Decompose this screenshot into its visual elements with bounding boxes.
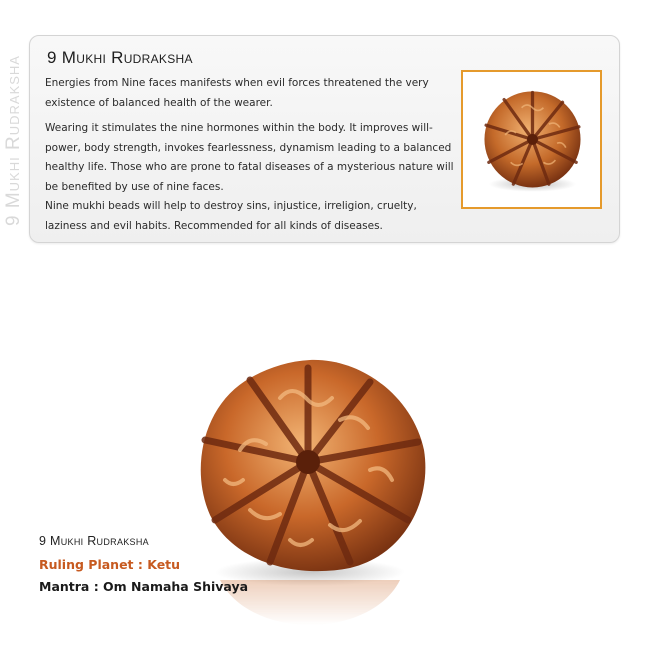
caption-title: 9 Mukhi Rudraksha xyxy=(39,534,149,548)
rudraksha-thumbnail-image xyxy=(466,75,599,206)
card-paragraph: Nine mukhi beads will help to destroy sins, injustice, irreligion, cruelty, laziness and evil habits. Recommended for all kinds of diseases. xyxy=(45,200,417,232)
rudraksha-bead-image xyxy=(180,350,440,590)
card-paragraph: Energies from Nine faces manifests when evil forces threatened the very existence of balanced health of the wearer. xyxy=(45,77,429,109)
mantra: Mantra : Om Namaha Shivaya xyxy=(39,579,249,594)
info-card xyxy=(29,35,620,243)
bead-thumbnail-frame[interactable] xyxy=(461,70,602,209)
side-watermark: 9 Mukhi Rudraksha xyxy=(3,55,24,226)
card-title: 9 Mukhi Rudraksha xyxy=(47,48,193,67)
card-paragraph: Wearing it stimulates the nine hormones within the body. It improves will-power, body strength, invokes fearlessness, dynamism leading to a balanced healthy life. Those who are prone to fatal diseases of a mysterious nature will be benefited by use of nine faces. xyxy=(45,122,454,193)
card-description xyxy=(45,74,460,236)
ruling-planet: Ruling Planet : Ketu xyxy=(39,557,181,572)
